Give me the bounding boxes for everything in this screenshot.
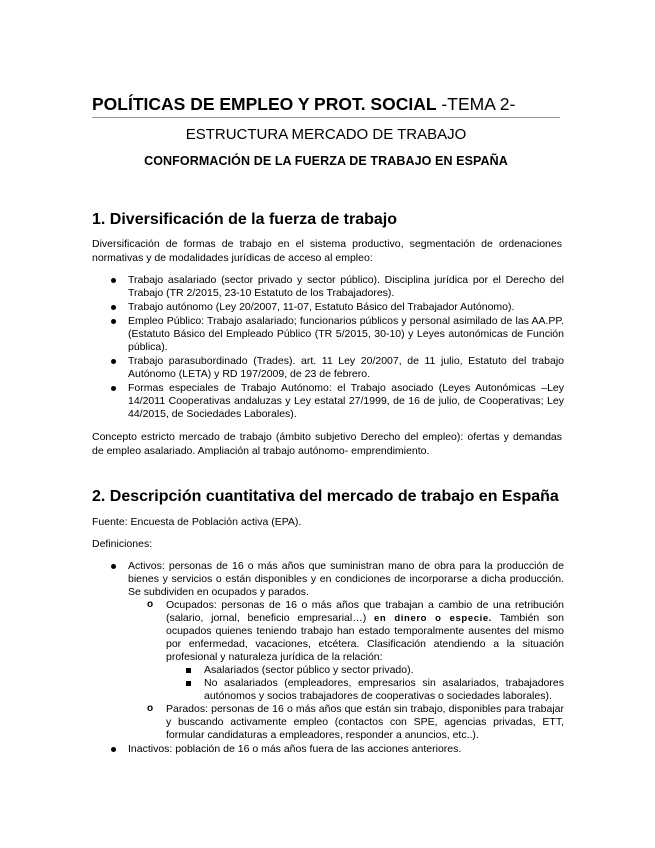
section-1-list (92, 274, 564, 422)
list-item: Trabajo parasubordinado (Trades). art. 11 Ley 20/2007, de 11 julio, Estatuto del trabajo Autónomo (LETA) y RD 197/2009, de 23 de febrero. (92, 355, 564, 381)
list-item-ocupados (128, 599, 564, 703)
ocupados-sublist (166, 664, 564, 703)
title-suffix: -TEMA 2- (441, 94, 516, 114)
list-item: Formas especiales de Trabajo Autónomo: el Trabajo asociado (Leyes Autonómicas –Ley 14/2011 Cooperativas andaluzas y Ley estatal 27/1999, de 16 de julio, de Cooperativas; Ley 44/2015, de Sociedades Laborales). (92, 382, 564, 421)
activos-sublist (128, 599, 564, 742)
definitions-label: Definiciones: (92, 538, 153, 550)
section-1-heading: 1. Diversificación de la fuerza de trabajo (92, 211, 397, 228)
list-item-inactivos: Inactivos: población de 16 o más años fuera de las acciones anteriores. (92, 743, 564, 756)
list-item: Trabajo asalariado (sector privado y sector público). Disciplina jurídica por el Derecho del Trabajo (TR 2/2015, 23-10 Estatuto de los Trabajadores). (92, 274, 564, 300)
list-item-activos (92, 560, 564, 742)
ocupados-text-b: También son ocupados quienes teniendo trabajo han estado temporalmente ausentes del mismo por enfermedad, vacaciones, etcétera. Clasificación atendiendo a la situación profesional y naturaleza jurídica de la relación: (166, 612, 564, 663)
document-title (92, 93, 560, 118)
list-item: Trabajo autónomo (Ley 20/2007, 11-07, Estatuto Básico del Trabajador Autónomo). (92, 301, 564, 314)
list-item: No asalariados (empleadores, empresarios sin asalariados, trabajadores autónomos y socios trabajadores de cooperativas o sociedades laborales). (166, 677, 564, 703)
document-subtitle-2: CONFORMACIÓN DE LA FUERZA DE TRABAJO EN ESPAÑA (144, 154, 508, 168)
ocupados-text-a: Ocupados: personas de 16 o más años que trabajan a cambio de una retribución (salario, jornal, beneficio empresarial…) (166, 599, 564, 624)
section-1-closing: Concepto estricto mercado de trabajo (ámbito subjetivo Derecho del empleo): ofertas y demandas de empleo asalariado. Ampliación al trabajo autónomo- emprendimiento. (92, 431, 562, 457)
list-item: Asalariados (sector público y sector privado). (166, 664, 564, 677)
activos-text: Activos: personas de 16 o más años que suministran mano de obra para la producción de bienes y servicios o están disponibles y en condiciones de incorporarse a dicha producción. Se subdividen en ocupados y parados. (128, 560, 564, 598)
source-line: Fuente: Encuesta de Población activa (EPA). (92, 516, 302, 528)
list-item-parados: o Parados: personas de 16 o más años que están sin trabajo, disponibles para trabajar y buscando activamente empleo (contactos con SPE, agencias privadas, ETT, formular candidaturas a empleadores, responder a anuncios, etc..). (128, 703, 564, 742)
list-item: Empleo Público: Trabajo asalariado; funcionarios públicos y personal asimilado de las AA.PP. (Estatuto Básico del Empleado Público (TR 5/2015, 30-10) y Leyes autonómicas de Función pública). (92, 315, 564, 354)
section-1-intro: Diversificación de formas de trabajo en el sistema productivo, segmentación de ordenaciones normativas y de modalidades jurídicas de acceso al empleo: (92, 238, 562, 264)
definitions-list (92, 560, 564, 757)
document-subtitle: ESTRUCTURA MERCADO DE TRABAJO (185, 126, 467, 143)
title-bold: POLÍTICAS DE EMPLEO Y PROT. SOCIAL (92, 94, 437, 114)
ocupados-spaced: en dinero o especie. (374, 613, 492, 624)
section-2-heading: 2. Descripción cuantitativa del mercado de trabajo en España (92, 488, 559, 505)
